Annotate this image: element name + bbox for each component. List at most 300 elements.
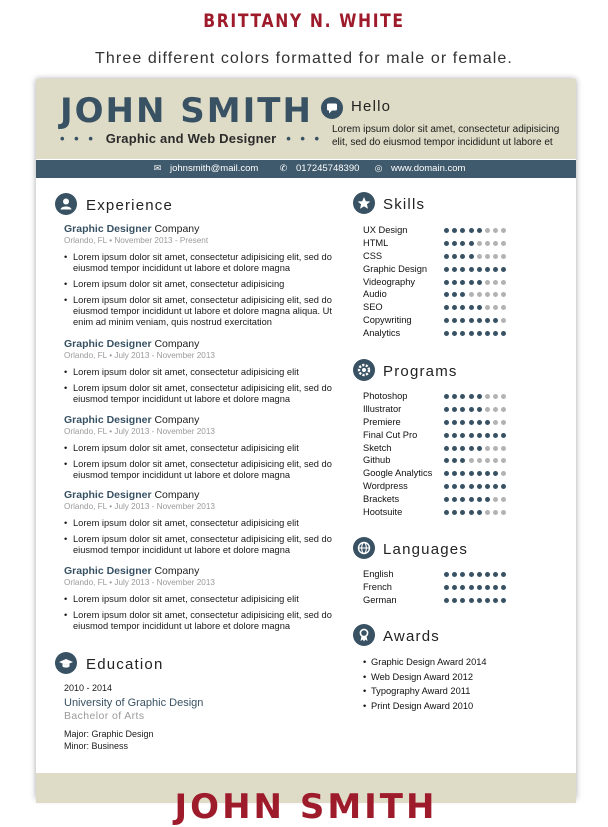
rating-dot-filled — [501, 598, 506, 603]
education-title: Education — [86, 656, 164, 673]
rating-dot-filled — [485, 433, 490, 438]
education-major: Major: Graphic Design — [64, 729, 154, 739]
resume-sheet — [36, 79, 576, 799]
rating-dots — [444, 254, 510, 260]
rating-label: Copywriting — [363, 315, 412, 326]
rating-dot-filled — [444, 484, 449, 489]
rating-dot-empty — [501, 510, 506, 515]
rating-dot-filled — [460, 394, 465, 399]
rating-dot-empty — [493, 446, 498, 451]
job-bullet: • Lorem ipsum dolor sit amet, consectetur adipisicing elit, sed do eiusmod tempor incididunt ut labore et dolore magna — [64, 459, 334, 481]
hello-text: Lorem ipsum dolor sit amet, consectetur adipisicing elit, sed do eiusmod tempor incididunt ut labore et — [332, 124, 560, 148]
rating-row — [363, 481, 543, 494]
rating-dot-empty — [501, 471, 506, 476]
education-years: 2010 - 2014 — [64, 683, 113, 693]
rating-dot-filled — [493, 267, 498, 272]
rating-dot-filled — [452, 484, 457, 489]
rating-dot-filled — [444, 572, 449, 577]
rating-dot-filled — [444, 471, 449, 476]
job-company: Company — [154, 565, 200, 577]
rating-dots — [444, 228, 510, 234]
rating-dot-empty — [485, 458, 490, 463]
award-item: • Typography Award 2011 — [363, 684, 553, 699]
rating-dots — [444, 510, 510, 516]
rating-dot-empty — [493, 228, 498, 233]
rating-label: Hootsuite — [363, 507, 403, 518]
job-company: Company — [154, 223, 200, 235]
rating-dot-filled — [477, 510, 482, 515]
rating-dots — [444, 267, 510, 273]
rating-row — [363, 507, 543, 520]
job-meta: Orlando, FL • July 2013 - November 2013 — [64, 502, 215, 511]
rating-dot-empty — [493, 292, 498, 297]
rating-dots — [444, 598, 510, 604]
rating-dot-filled — [452, 497, 457, 502]
rating-dot-filled — [460, 446, 465, 451]
rating-dot-filled — [460, 420, 465, 425]
job-company: Company — [154, 414, 200, 426]
rating-dot-filled — [485, 598, 490, 603]
rating-dot-empty — [501, 254, 506, 259]
rating-dots — [444, 446, 510, 452]
graduation-cap-icon — [55, 652, 77, 674]
rating-dot-filled — [452, 331, 457, 336]
subtitle-dots-left: • • • — [60, 131, 96, 146]
rating-dot-filled — [493, 572, 498, 577]
rating-dot-filled — [460, 484, 465, 489]
contact-website[interactable] — [373, 163, 465, 174]
rating-row — [363, 430, 543, 443]
rating-dot-filled — [485, 267, 490, 272]
rating-dot-filled — [460, 458, 465, 463]
job-meta: Orlando, FL • July 2013 - November 2013 — [64, 351, 215, 360]
job-entry — [64, 414, 334, 486]
rating-dot-filled — [469, 598, 474, 603]
rating-dot-filled — [444, 433, 449, 438]
rating-dot-filled — [493, 471, 498, 476]
rating-row — [363, 455, 543, 468]
rating-dot-filled — [469, 420, 474, 425]
rating-dot-filled — [477, 484, 482, 489]
rating-dots — [444, 497, 510, 503]
star-icon — [353, 192, 375, 214]
rating-dot-filled — [452, 305, 457, 310]
rating-dot-empty — [501, 420, 506, 425]
rating-dot-filled — [477, 420, 482, 425]
job-bullet: • Lorem ipsum dolor sit amet, consectetur adipisicing elit — [64, 594, 334, 605]
rating-dot-empty — [493, 305, 498, 310]
rating-label: Graphic Design — [363, 263, 428, 274]
rating-dot-filled — [452, 446, 457, 451]
rating-dot-empty — [485, 254, 490, 259]
rating-dot-filled — [485, 318, 490, 323]
rating-dot-filled — [460, 471, 465, 476]
rating-row — [363, 595, 543, 608]
rating-dot-filled — [452, 267, 457, 272]
resume-header — [36, 79, 576, 159]
rating-dot-filled — [444, 420, 449, 425]
rating-dot-empty — [485, 510, 490, 515]
rating-dot-filled — [444, 267, 449, 272]
rating-dot-filled — [452, 280, 457, 285]
rating-dot-empty — [485, 407, 490, 412]
rating-dot-filled — [485, 572, 490, 577]
rating-dot-filled — [469, 585, 474, 590]
rating-dot-filled — [485, 497, 490, 502]
rating-dot-filled — [460, 331, 465, 336]
rating-dot-filled — [493, 433, 498, 438]
job-heading — [64, 223, 334, 235]
rating-row — [363, 328, 543, 341]
rating-dot-filled — [477, 394, 482, 399]
rating-dot-filled — [469, 407, 474, 412]
job-entry — [64, 489, 334, 561]
rating-dot-filled — [460, 292, 465, 297]
rating-dot-filled — [452, 585, 457, 590]
globe-icon: ◎ — [374, 163, 383, 173]
rating-dot-filled — [452, 254, 457, 259]
rating-dot-filled — [469, 497, 474, 502]
rating-dot-empty — [493, 458, 498, 463]
rating-dot-filled — [477, 305, 482, 310]
rating-dots — [444, 433, 510, 439]
rating-dot-filled — [469, 433, 474, 438]
education-minor: Minor: Business — [64, 741, 129, 751]
rating-dot-filled — [469, 471, 474, 476]
rating-dots — [444, 394, 510, 400]
contact-email[interactable] — [152, 163, 258, 174]
rating-dot-empty — [501, 407, 506, 412]
rating-dot-filled — [460, 407, 465, 412]
rating-dot-filled — [452, 228, 457, 233]
rating-dot-empty — [501, 292, 506, 297]
job-bullet: • Lorem ipsum dolor sit amet, consectetur adipisicing elit, sed do eiusmod tempor incididunt ut labore et dolore magna — [64, 383, 334, 405]
rating-label: Final Cut Pro — [363, 429, 418, 440]
rating-dot-empty — [501, 497, 506, 502]
job-company: Company — [154, 489, 200, 501]
education-major-minor — [64, 728, 324, 752]
rating-dots — [444, 280, 510, 286]
rating-dot-filled — [460, 598, 465, 603]
rating-dot-filled — [444, 497, 449, 502]
globe-icon — [353, 537, 375, 559]
rating-dot-filled — [501, 484, 506, 489]
subtitle-dots-right: • • • — [286, 131, 323, 146]
rating-dot-filled — [444, 598, 449, 603]
job-bullet: • Lorem ipsum dolor sit amet, consectetur adipisicing elit, sed do eiusmod tempor incididunt ut labore et dolore magna aliqua. Ut enim ad minim veniam, quis nostrud exercitation — [64, 295, 334, 328]
rating-dot-empty — [485, 241, 490, 246]
rating-dot-filled — [444, 407, 449, 412]
rating-dot-filled — [444, 585, 449, 590]
rating-label: Brackets — [363, 494, 400, 505]
rating-dot-filled — [460, 241, 465, 246]
rating-label: Photoshop — [363, 391, 408, 401]
rating-dot-empty — [485, 228, 490, 233]
rating-label: Sketch — [363, 442, 392, 453]
rating-dot-filled — [485, 484, 490, 489]
rating-dot-empty — [501, 280, 506, 285]
rating-dot-empty — [493, 254, 498, 259]
rating-dot-empty — [501, 228, 506, 233]
rating-row — [363, 289, 543, 302]
rating-label: Videography — [363, 276, 416, 287]
rating-dot-filled — [444, 510, 449, 515]
job-meta: Orlando, FL • November 2013 - Present — [64, 236, 209, 245]
rating-dot-empty — [493, 241, 498, 246]
rating-dot-filled — [452, 318, 457, 323]
rating-dot-filled — [452, 458, 457, 463]
job-heading — [64, 414, 334, 426]
rating-label: Premiere — [363, 416, 401, 427]
resume-name: JOHN SMITH — [60, 91, 313, 131]
rating-dot-filled — [452, 510, 457, 515]
rating-dot-filled — [477, 433, 482, 438]
rating-dot-filled — [469, 484, 474, 489]
rating-dot-filled — [469, 280, 474, 285]
rating-row — [363, 569, 543, 582]
rating-row — [363, 225, 543, 238]
rating-dot-filled — [469, 572, 474, 577]
job-heading — [64, 338, 334, 350]
rating-label: Audio — [363, 289, 387, 300]
rating-dot-filled — [501, 572, 506, 577]
rating-label: Wordpress — [363, 481, 408, 492]
rating-dot-filled — [460, 228, 465, 233]
person-icon — [55, 193, 77, 215]
programs-list — [363, 391, 543, 520]
rating-label: SEO — [363, 302, 383, 313]
job-bullet: • Lorem ipsum dolor sit amet, consectetur adipisicing elit — [64, 518, 334, 529]
ribbon-icon — [353, 624, 375, 646]
job-entry — [64, 565, 334, 637]
rating-row — [363, 494, 543, 507]
rating-dot-filled — [469, 228, 474, 233]
job-role: Graphic Designer — [64, 489, 152, 501]
rating-dot-filled — [477, 471, 482, 476]
rating-dot-empty — [493, 420, 498, 425]
contact-bar — [36, 160, 576, 178]
job-meta: Orlando, FL • July 2013 - November 2013 — [64, 578, 215, 587]
rating-dot-filled — [452, 394, 457, 399]
rating-dot-filled — [452, 572, 457, 577]
contact-phone[interactable] — [278, 163, 359, 174]
rating-dot-filled — [460, 267, 465, 272]
job-role: Graphic Designer — [64, 414, 152, 426]
rating-dot-filled — [460, 254, 465, 259]
rating-dot-filled — [493, 598, 498, 603]
rating-dot-filled — [460, 585, 465, 590]
envelope-icon: ✉ — [153, 163, 162, 173]
rating-label: French — [363, 581, 392, 592]
rating-dot-empty — [501, 458, 506, 463]
rating-row — [363, 238, 543, 251]
rating-dot-filled — [444, 292, 449, 297]
rating-dot-filled — [469, 305, 474, 310]
skills-title: Skills — [383, 196, 426, 213]
award-item: • Print Design Award 2010 — [363, 699, 553, 714]
rating-label: HTML — [363, 237, 389, 248]
rating-dot-filled — [444, 280, 449, 285]
rating-dot-empty — [485, 446, 490, 451]
second-resume-name: JOHN SMITH — [174, 787, 438, 827]
rating-dots — [444, 292, 510, 298]
rating-dot-filled — [501, 267, 506, 272]
rating-dot-filled — [460, 497, 465, 502]
rating-dot-empty — [501, 318, 506, 323]
rating-row — [363, 251, 543, 264]
rating-dot-filled — [444, 446, 449, 451]
rating-row — [363, 443, 543, 456]
hello-title: Hello — [351, 98, 392, 115]
rating-dot-filled — [452, 241, 457, 246]
website-text: www.domain.com — [391, 163, 466, 174]
job-role: Graphic Designer — [64, 565, 152, 577]
rating-dot-filled — [493, 331, 498, 336]
rating-dot-filled — [469, 394, 474, 399]
rating-dot-empty — [469, 458, 474, 463]
rating-dot-empty — [477, 254, 482, 259]
job-heading — [64, 489, 334, 501]
job-bullets — [64, 367, 334, 405]
rating-dot-empty — [501, 446, 506, 451]
job-role: Graphic Designer — [64, 223, 152, 235]
rating-dot-empty — [477, 241, 482, 246]
rating-dot-filled — [501, 331, 506, 336]
rating-dot-filled — [469, 446, 474, 451]
awards-title: Awards — [383, 628, 440, 645]
job-bullet: • Lorem ipsum dolor sit amet, consectetur adipisicing elit, sed do eiusmod tempor incididunt ut labore et dolore magna — [64, 610, 334, 632]
phone-icon: ✆ — [279, 163, 288, 173]
rating-dot-filled — [460, 280, 465, 285]
job-company: Company — [154, 338, 200, 350]
rating-dot-filled — [469, 254, 474, 259]
rating-row — [363, 277, 543, 290]
rating-dot-filled — [452, 471, 457, 476]
rating-dot-filled — [469, 318, 474, 323]
resume-subtitle — [60, 131, 322, 146]
rating-dot-filled — [501, 433, 506, 438]
job-bullet: • Lorem ipsum dolor sit amet, consectetur adipisicing elit, sed do eiusmod tempor incididunt ut labore et dolore magna — [64, 534, 334, 556]
rating-dot-filled — [477, 598, 482, 603]
rating-dots — [444, 407, 510, 413]
education-school: University of Graphic Design — [64, 697, 204, 709]
rating-dot-empty — [493, 497, 498, 502]
rating-label: German — [363, 594, 397, 605]
rating-dots — [444, 331, 510, 337]
rating-dot-filled — [460, 318, 465, 323]
rating-row — [363, 582, 543, 595]
rating-dot-empty — [501, 305, 506, 310]
rating-label: UX Design — [363, 225, 408, 235]
speech-bubble-icon — [321, 97, 343, 119]
job-bullets — [64, 594, 334, 632]
rating-dot-filled — [493, 318, 498, 323]
second-resume-preview — [36, 773, 576, 827]
education-entry — [64, 683, 324, 752]
rating-row — [363, 404, 543, 417]
rating-dot-filled — [477, 585, 482, 590]
skills-list — [363, 225, 543, 341]
job-title: Graphic and Web Designer — [105, 131, 277, 146]
rating-dot-filled — [444, 228, 449, 233]
rating-dot-empty — [493, 394, 498, 399]
rating-dot-empty — [477, 292, 482, 297]
rating-dot-filled — [452, 407, 457, 412]
rating-dot-empty — [493, 510, 498, 515]
rating-dot-filled — [477, 267, 482, 272]
rating-dot-empty — [485, 305, 490, 310]
award-item: • Graphic Design Award 2014 — [363, 655, 553, 670]
job-entry — [64, 338, 334, 410]
experience-title: Experience — [86, 197, 174, 214]
languages-title: Languages — [383, 541, 469, 558]
rating-row — [363, 417, 543, 430]
rating-label: Analytics — [363, 328, 401, 339]
programs-title: Programs — [383, 363, 458, 380]
rating-dots — [444, 471, 510, 477]
rating-dot-empty — [469, 292, 474, 297]
rating-label: English — [363, 569, 394, 579]
rating-dot-filled — [460, 572, 465, 577]
rating-dot-filled — [452, 598, 457, 603]
rating-dot-empty — [501, 394, 506, 399]
rating-row — [363, 468, 543, 481]
rating-label: Google Analytics — [363, 468, 433, 479]
rating-dot-filled — [444, 394, 449, 399]
rating-row — [363, 264, 543, 277]
rating-dots — [444, 585, 510, 591]
rating-dot-filled — [477, 446, 482, 451]
rating-dot-filled — [477, 228, 482, 233]
rating-dot-filled — [469, 331, 474, 336]
rating-dot-filled — [477, 331, 482, 336]
rating-label: CSS — [363, 250, 383, 261]
rating-dot-filled — [477, 318, 482, 323]
rating-dot-empty — [485, 280, 490, 285]
rating-row — [363, 391, 543, 404]
rating-dot-empty — [485, 394, 490, 399]
education-degree: Bachelor of Arts — [64, 710, 145, 722]
rating-dot-filled — [485, 585, 490, 590]
phone-text: 017245748390 — [296, 163, 360, 174]
rating-row — [363, 315, 543, 328]
tagline: Three different colors formatted for male or female. — [95, 50, 513, 67]
rating-dot-filled — [501, 585, 506, 590]
rating-dot-filled — [493, 484, 498, 489]
brand-title: BRITTANY N. WHITE — [203, 10, 405, 32]
rating-dot-filled — [485, 471, 490, 476]
rating-dot-empty — [485, 292, 490, 297]
rating-dot-filled — [469, 267, 474, 272]
rating-dot-empty — [493, 280, 498, 285]
rating-dot-filled — [477, 572, 482, 577]
job-heading — [64, 565, 334, 577]
rating-dots — [444, 484, 510, 490]
rating-dot-empty — [477, 458, 482, 463]
rating-dot-filled — [452, 420, 457, 425]
rating-dots — [444, 458, 510, 464]
rating-dot-filled — [485, 420, 490, 425]
job-entry — [64, 223, 334, 333]
awards-list — [363, 655, 553, 713]
rating-dot-filled — [477, 280, 482, 285]
rating-dot-filled — [460, 433, 465, 438]
job-bullet: • Lorem ipsum dolor sit amet, consectetur adipisicing elit — [64, 443, 334, 454]
rating-label: Illustrator — [363, 403, 402, 414]
job-role: Graphic Designer — [64, 338, 152, 350]
rating-dot-filled — [444, 254, 449, 259]
rating-dot-filled — [477, 497, 482, 502]
